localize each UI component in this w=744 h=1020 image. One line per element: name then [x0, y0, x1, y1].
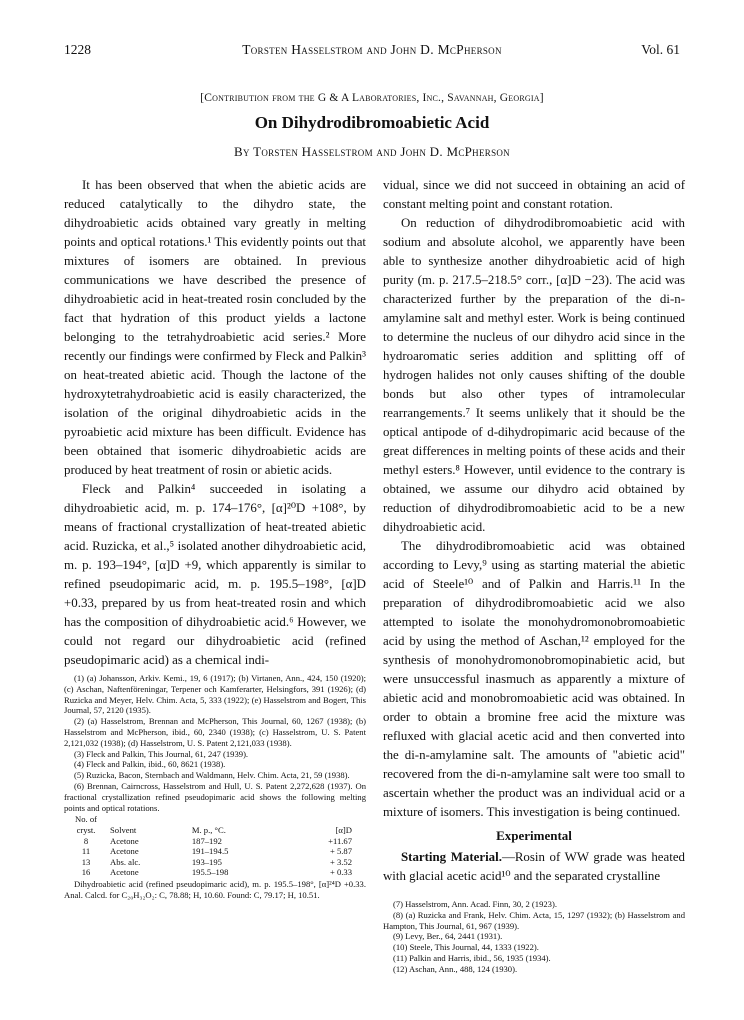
footnote: (1) (a) Johansson, Arkiv. Kemi., 19, 6 (1917); (b) Virtanen, Ann., 424, 150 (1920); (c) Aschan, Naftenföreningar, Terpener och Kamferarter, Helsingfors, 391 (1926); (d) Ruzicka and Meyer, Helv. Chim. Acta, 5, 333 (1922); (e) Hasselstrom and Bogert, This Journal, 57, 2120 (1935).: [64, 673, 366, 716]
footnote: (11) Palkin and Harris, ibid., 56, 1935 (1934).: [393, 952, 551, 963]
rotation-table: [64, 814, 366, 878]
table-cell: Acetone: [110, 867, 139, 878]
table-cell: 13: [81, 856, 91, 867]
table-note: Dihydroabietic acid (refined pseudopimaric acid), m. p. 195.5–198°, [α]²⁴D +0.33. Anal. Calcd. for C₂₀H₃₂O₂: C, 78.88; H, 10.60. Found: C, 79.17; H, 10.51.: [64, 878, 366, 900]
paragraph: Fleck and Palkin⁴ succeeded in isolating a dihydroabietic acid, m. p. 174–176°, [α]²⁰D +108°, by means of fractional crystallization of heat-treated abietic acid. Ruzicka, et al.,⁵ isolated another dihydroabietic acid, m. p. 193–194°, [α]D +9, which apparently is similar to refined pseudopimaric acid, m. p. 195.5–198°, [α]D +0.33, prepared by us from heat-treated rosin and which has the composition of dihydroabietic acid.⁶ However, we could not regard our dihydroabietic acid (refined pseudopimaric acid) as a chemical indi-: [64, 482, 366, 667]
table-row: [64, 846, 366, 857]
right-body-text: [383, 176, 685, 822]
table-row: [64, 867, 366, 878]
running-header: [64, 42, 680, 62]
footnote: (12) Aschan, Ann., 488, 124 (1930).: [393, 963, 518, 974]
table-cell: Acetone: [110, 835, 139, 846]
paragraph-text: —Rosin of WW grade was heated with glacial acetic acid¹⁰ and the separated crystalline: [383, 850, 685, 883]
table-cell: 187–192: [191, 835, 222, 846]
paragraph: The dihydrodibromoabietic acid was obtained according to Levy,⁹ using as starting material the abietic acid of Steele¹⁰ and of Palkin and Harris.¹¹ In the preparation of dihydrodibromoabietic acid we also attempted to isolate the monohydromonobromoabietic acid by using the method of Aschan,¹² employed for the synthesis of monohydromonobromopinabietic acid, but were unsuccessful inasmuch as apparently a mixture of abietic acid and monobromoabietic acid was obtained. In order to obtain a bromine free acid the mixture was refluxed with glacial acetic acid and then converted into the di-n-amylamine salt. The amounts of "abietic acid" recovered from the di-n-amylamine salt were too small to ascertain whether the product was an individual acid or a mixture of isomers. This investigation is being continued.: [383, 539, 685, 819]
table-cell: 11: [81, 846, 91, 857]
footnote: (2) (a) Hasselstrom, Brennan and McPherson, This Journal, 60, 1267 (1938); (b) Hasselstrom and McPherson, ibid., 60, 2340 (1938); (c) Hasselstrom, U. S. Patent 2,121,032 (1938); (d) Hasselstrom, U. S. Patent 2,121,033 (1938).: [64, 716, 366, 748]
paragraph: [383, 848, 685, 886]
left-body-text: [64, 176, 366, 670]
table-cell: + 0.33: [329, 867, 352, 878]
volume-label: Vol. 61: [641, 42, 680, 57]
contribution-line: [Contribution from the G & A Laboratories, Inc., Savannah, Georgia]: [200, 92, 544, 104]
footnote: (6) Brennan, Cairncross, Hasselstrom and Hull, U. S. Patent 2,272,628 (1937). On fractional crystallization refined pseudopimaric acid shows the following melting points and optical rotations.: [64, 780, 366, 813]
run-in-heading: Starting Material.: [401, 850, 502, 864]
footnote: (4) Fleck and Palkin, ibid., 60, 8621 (1938).: [74, 759, 226, 770]
paragraph: vidual, since we did not succeed in obtaining an acid of constant melting point and constant rotation.: [383, 178, 685, 211]
table-cell: 195.5–198: [191, 867, 229, 878]
footnote: (3) Fleck and Palkin, This Journal, 61, 247 (1939).: [74, 748, 249, 759]
left-footnotes: [64, 673, 366, 901]
experimental-text: [383, 848, 685, 886]
table-header: M. p., °C.: [191, 824, 226, 835]
page-number: 1228: [64, 42, 91, 57]
right-column: [383, 176, 685, 975]
footnote: (9) Levy, Ber., 64, 2441 (1931).: [393, 931, 503, 942]
table-header: No. of cryst.: [75, 814, 97, 835]
paragraph: It has been observed that when the abietic acids are reduced catalytically to the dihydro state, the dihydroabietic acids obtained vary greatly in melting points and optical rotations.¹ This evidently points out that mixtures of isomers are obtained. In previous communications we have described the presence of dihydroabietic acid in heat-treated rosin concluded by the fact that hydration of this product yields a lactone belonging to the tetrahydroabietic acid series.² More recently our findings were confirmed by Fleck and Palkin³ on heat-treated abietic acid. Though the lactone of the hydroxytetrahydroabietic acid is easily characterized, the isolation of the original dihydroabietic acids in the pyroabietic acid mixture has been difficult. Evidence has been obtained that isomeric dihydroabietic acids are produced by heat treatment of rosin or abietic acids.: [64, 178, 366, 477]
footnote: (8) (a) Ruzicka and Frank, Helv. Chim. Acta, 15, 1297 (1932); (b) Hasselstrom and Hampton, This Journal, 61, 967 (1939).: [383, 909, 685, 931]
section-heading: Experimental: [496, 828, 572, 843]
table-cell: 191–194.5: [191, 846, 229, 857]
footnote: (5) Ruzicka, Bacon, Sternbach and Waldmann, Helv. Chim. Acta, 21, 59 (1938).: [74, 770, 350, 781]
footnote: (10) Steele, This Journal, 44, 1333 (1922).: [393, 942, 539, 953]
table-cell: + 3.52: [329, 856, 352, 867]
table-cell: +11.67: [328, 835, 352, 846]
right-footnotes: [383, 899, 685, 975]
table-header: [α]D: [335, 824, 352, 835]
table-cell: Abs. alc.: [110, 856, 141, 867]
byline: By Torsten Hasselstrom and John D. McPherson: [234, 144, 510, 159]
table-header: Solvent: [110, 824, 137, 835]
footnote: (7) Hasselstrom, Ann. Acad. Finn, 30, 2 (1923).: [393, 899, 557, 909]
table-cell: 8: [83, 835, 89, 846]
table-row: [64, 857, 366, 868]
table-cell: Acetone: [110, 846, 139, 857]
table-row: [64, 836, 366, 847]
running-header-authors: Torsten Hasselstrom and John D. McPherson: [242, 42, 502, 57]
paragraph: On reduction of dihydrodibromoabietic acid with sodium and absolute alcohol, we apparently have been able to synthesize another dihydroabietic acid of high purity (m. p. 217.5–218.5° corr., [α]D −23). The acid was characterized further by the preparation of the di-n-amylamine salt and methyl ester. Work is being continued to determine the nucleus of our dihydro acid since in the hydroaromatic series addition and splitting off of hydrogen halides not only causes shifting of the double bonds but also other types of intramolecular rearrangements.⁷ It seems unlikely that it should be the optical antipode of d-dihydropimaric acid because of the great differences in melting points of these acids and their methyl esters.⁸ However, until evidence to the contrary is obtained, we assume our dihydro acid obtained by reduction of dihydrodibromoabietic acid to be a new dihydroabietic acid.: [383, 216, 685, 534]
article-title: On Dihydrodibromoabietic Acid: [254, 113, 490, 132]
table-cell: 193–195: [191, 856, 222, 867]
left-column: [64, 176, 366, 901]
table-cell: 16: [81, 867, 91, 878]
table-header-row: [64, 814, 366, 835]
table-cell: + 5.87: [329, 846, 352, 857]
